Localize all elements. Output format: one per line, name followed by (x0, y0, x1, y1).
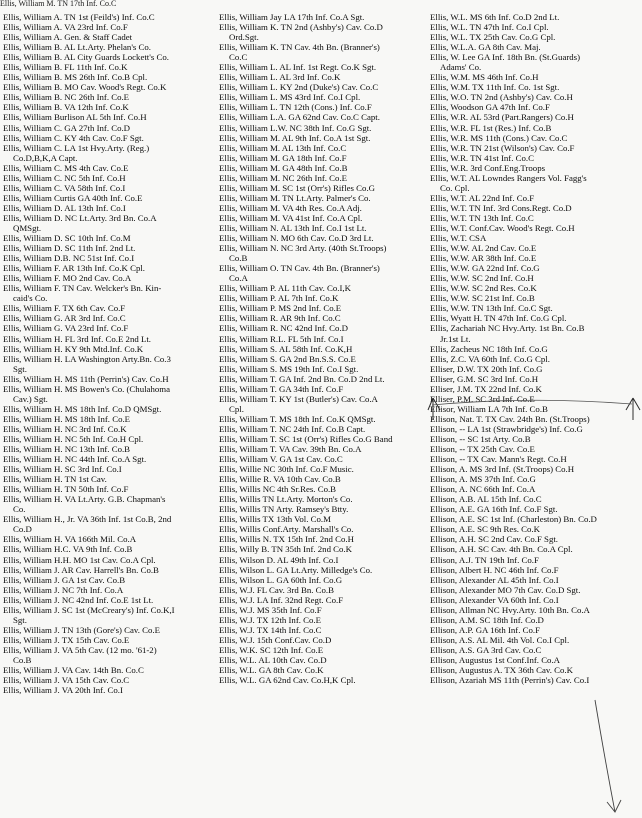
roster-entry: Ellis, William N. MO 6th Cav. Co.D 3rd Lt. (219, 233, 374, 244)
roster-entry: Ellis, William M. AL 9th Inf. Co.A 1st Sgt. (219, 132, 371, 143)
roster-entry: Ellis, William R.L. FL 5th Inf. Co.I (219, 333, 344, 344)
roster-entry: Ellis, Willie NC 30th Inf. Co.F Music. (219, 464, 354, 475)
roster-entry: Ellis, William N. AL 13th Inf. Co.I 1st Lt. (219, 222, 367, 233)
roster-entry: Ellis, William H. KY 9th Mtd.Inf. Co.K (3, 343, 144, 354)
roster-entry: Ellison, A. MS 37th Inf. Co.G (430, 474, 536, 485)
roster-entry: Ellison, A.E. GA 16th Inf. Co.F Sgt. (430, 504, 558, 515)
roster-entry: Ellis, William P. MS 2nd Inf. Co.E (219, 303, 342, 314)
roster-entry: Ellis, W.W. SC 21st Inf. Co.B (430, 293, 535, 304)
roster-entry: Co.C (229, 52, 248, 63)
roster-entry: Ellis, Willy B. TN 35th Inf. 2nd Co.K (219, 544, 352, 555)
roster-entry: Ellison, A.S. AL Mil. 4th Vol. Co.I Cpl. (430, 634, 570, 645)
roster-entry: Ellis, William L. KY 2nd (Duke's) Cav. Co.C (219, 82, 379, 93)
roster-entry: Ellis, William M. GA 48th Inf. Co.B (219, 162, 348, 173)
roster-entry: Ellis, W.T. TN Inf. 3rd Cons.Regt. Co.D (430, 202, 572, 213)
roster-entry: Cav.) Sgt. (13, 393, 48, 404)
roster-entry: Ellis, William M. TN Lt.Arty. Palmer's Co. (219, 192, 371, 203)
roster-entry: Ellis, William J. VA 20th Inf. Co.I (3, 685, 123, 696)
column-2 (219, 12, 427, 685)
roster-entry: Ellis, Zachariah NC Hvy.Arty. 1st Bn. Co.B (430, 323, 585, 334)
roster-entry: Ellis, William H. NC 13th Inf. Co.B (3, 444, 131, 455)
roster-entry: Ellison, A.H. SC 2nd Cav. Co.F Sgt. (430, 534, 558, 545)
roster-entry: Ellison, A.B. AL 15th Inf. Co.C (430, 494, 542, 505)
roster-entry: Ellis, W.T. AL 22nd Inf. Co.F (430, 192, 535, 203)
roster-entry: Ellis, W.W. AR 38th Inf. Co.E (430, 253, 537, 264)
roster-entry: Ellis, William M. NC 26th Inf. Co.E (219, 172, 348, 183)
roster-entry: Ellis, William P. AL 11th Cav. Co.I,K (219, 283, 351, 294)
roster-entry: Sgt. (13, 614, 27, 625)
roster-entry: Co. (13, 504, 26, 515)
roster-entry: Ellis, William C. KY 4th Cav. Co.F Sgt. (3, 132, 144, 143)
roster-entry: Ellis, William F. TN Cav. Welcker's Bn. Kin- (3, 283, 162, 294)
roster-entry: Ellis, William H. MS Bowen's Co. (Chulahoma (3, 383, 170, 394)
column-3 (430, 12, 640, 685)
roster-entry: Ellis, Wyatt H. TN 47th Inf. Co.G Cpl. (430, 313, 567, 324)
roster-entry: Ellis, William L. AL Inf. 1st Regt. Co.K Sgt. (219, 62, 377, 73)
roster-entry: Ellis, William H. TN 50th Inf. Co.F (3, 484, 129, 495)
roster-entry: Ellis, William H. TN 1st Cav. (3, 474, 107, 485)
roster-entry: Ellis, William T. SC 1st (Orr's) Rifles Co.G Band (219, 433, 393, 444)
roster-entry: Ellis, W.J. FL Cav. 3rd Bn. Co.B (219, 584, 334, 595)
roster-entry: Ellis, William Burlison AL 5th Inf. Co.H (3, 112, 147, 123)
roster-entry: Ellis, William L. AL 3rd Inf. Co.K (219, 72, 341, 83)
roster-entry: Ellis, Zacheus NC 18th Inf. Co.G (430, 343, 548, 354)
roster-entry: Ellis, W.L. GA 62nd Cav. Co.H,K Cpl. (219, 675, 356, 686)
roster-entry: Ellis, W.W. SC 2nd Inf. Co.H (430, 273, 534, 284)
roster-entry: Ellis, William Jay LA 17th Inf. Co.A Sgt. (219, 12, 365, 22)
roster-entry: Ellis, William H. NC 3rd Inf. Co.K (3, 423, 127, 434)
roster-entry: Ellis, W.W. SC 2nd Res. Co.K (430, 283, 537, 294)
roster-entry: Ellis, Wilson D. AL 49th Inf. Co.I (219, 554, 339, 565)
roster-entry: Ellis, William C. VA 58th Inf. Co.I (3, 182, 126, 193)
roster-entry: Cpl. (229, 403, 244, 414)
roster-entry: Ellis, William B. AL Lt.Arty. Phelan's Co. (3, 42, 152, 53)
roster-entry: Ellison, Alexander AL 45th Inf. Co.I (430, 574, 559, 585)
roster-entry: Ellis, William N. NC 3rd Arty. (40th St.Troops) (219, 243, 387, 254)
roster-entry: Ellis, William T. NC 24th Inf. Co.B Capt. (219, 423, 366, 434)
roster-entry: Ellis, William B. VA 12th Inf. Co.K (3, 102, 129, 113)
roster-entry: Ellis, William H. NC 5th Inf. Co.H Cpl. (3, 433, 144, 444)
roster-entry: Ellis, William A. VA 23rd Inf. Co.F (3, 22, 128, 33)
roster-entry: Ellisor, William LA 7th Inf. Co.B (430, 403, 548, 414)
roster-entry: Ellis, W.L. TX 25th Cav. Co.G Cpl. (430, 32, 556, 43)
roster-entry: Ellis, William P. AL 7th Inf. Co.K (219, 293, 339, 304)
pen-stroke-bottom (595, 700, 615, 812)
roster-entry: Ellis, W.T. TN 13th Inf. Co.C (430, 212, 534, 223)
roster-entry: Ellis, W.R. AL 53rd (Part.Rangers) Co.H (430, 112, 574, 123)
roster-entry: Ellis, Willis N. TX 15th Inf. 2nd Co.H (219, 534, 354, 545)
roster-entry: Ellis, William H. VA 166th Mil. Co.A (3, 534, 137, 545)
roster-entry: Ellis, William H. MS 18th Inf. Co.D QMSgt. (3, 403, 162, 414)
roster-entry: Ellison, -- TX 25th Cav. Co.E (430, 444, 535, 455)
roster-entry: Ellis, W.R. MS 11th (Cons.) Cav. Co.C (430, 132, 568, 143)
roster-entry: Ellis, W.L.A. GA 8th Cav. Maj. (430, 42, 541, 53)
roster-entry: Ellis, Willis NC 4th Sr.Res. Co.B (219, 484, 337, 495)
roster-entry: Ellis, William J. VA 5th Cav. (12 mo. '61-2) (3, 644, 157, 655)
roster-entry: Ellis, William M. SC 1st (Orr's) Rifles Co.G (219, 182, 375, 193)
roster-entry: Ellis, William S. MS 19th Inf. Co.I Sgt. (219, 363, 359, 374)
roster-entry: Co. Cpl. (440, 182, 470, 193)
roster-entry: Ellis, William Curtis GA 40th Inf. Co.E (3, 192, 143, 203)
roster-entry: Ellis, Willie R. VA 10th Cav. Co.B (219, 474, 341, 485)
roster-entry: Ellis, W.M. TX 11th Inf. Co. 1st Sgt. (430, 82, 560, 93)
roster-entry: Ellis, Willis Conf.Arty. Marshall's Co. (219, 524, 354, 535)
column-1 (3, 12, 215, 695)
roster-entry: Ellison, Augustus 1st Conf.Inf. Co.A (430, 655, 561, 665)
roster-entry: Ellis, William R. AR 9th Inf. Co.C (219, 313, 341, 324)
roster-entry: Ellis, William F. AR 13th Inf. Co.K Cpl. (3, 263, 145, 274)
roster-entry: Ellis, Willis TN Arty. Ramsey's Btty. (219, 504, 349, 515)
roster-entry: Ellis, William H.H. MO 1st Cav. Co.A Cpl. (3, 554, 156, 565)
roster-entry: Ellis, William H. MS 18th Inf. Co.E (3, 413, 131, 424)
roster-entry: Ellis, William J. NC 42nd Inf. Co.E 1st Lt. (3, 594, 154, 605)
roster-entry: Ellis, William T. VA Cav. 39th Bn. Co.A (219, 444, 362, 455)
roster-entry: Co.B (229, 253, 248, 264)
roster-entry: Ellis, W.T. CSA (430, 233, 487, 244)
roster-entry: Ellis, William J. TN 13th (Gore's) Cav. Co.E (3, 624, 160, 635)
roster-entry: Ellison, Alexander VA 60th Inf. Co.I (430, 594, 559, 605)
roster-entry: Ellis, William A. TN 1st (Feild's) Inf. Co.C (3, 12, 155, 22)
roster-entry: Ellis, William B. AL City Guards Lockett's Co. (3, 52, 169, 63)
roster-entry: Ellison, Azariah MS 11th (Perrin's) Cav. Co.I (430, 675, 590, 686)
roster-entry: QMSgt. (13, 222, 42, 233)
roster-entry: Elliser, D.W. TX 20th Inf. Co.G (430, 363, 543, 374)
roster-entry: Ellis, William A. Gen. & Staff Cadet (3, 32, 133, 43)
roster-entry: Ellis, William H. FL 3rd Inf. Co.E 2nd Lt. (3, 333, 151, 344)
roster-entry: Ellis, W.R. 3rd Conf.Eng.Troops (430, 162, 546, 173)
roster-entry: Ellis, Woodson GA 47th Inf. Co.F (430, 102, 550, 113)
roster-entry: Ellis, W.T. AL Lowndes Rangers Vol. Fagg's (430, 172, 587, 183)
roster-entry: Ellis, William B. MO Cav. Wood's Regt. Co.K (3, 82, 167, 93)
roster-entry: Ellison, A. NC 66th Inf. Co.A (430, 484, 536, 495)
top-cut-line: Ellis, William M. TN 17th Inf. Co.C (0, 0, 117, 8)
roster-entry: Ellison, A.P. GA 16th Inf. Co.F (430, 624, 540, 635)
roster-entry: caid's Co. (13, 293, 48, 304)
roster-entry: Ellis, William J. TX 15th Cav. Co.E (3, 634, 130, 645)
roster-entry: Ellis, William B. FL 11th Inf. Co.K (3, 62, 128, 73)
roster-entry: Ellis, William D. SC 10th Inf. Co.M (3, 233, 131, 244)
roster-entry: Ellison, Alexander MO 7th Cav. Co.D Sgt. (430, 584, 581, 595)
roster-entry: Ellis, W.J. TX 12th Inf. Co.E (219, 614, 321, 625)
roster-entry: Ellis, William C. NC 5th Inf. Co.H (3, 172, 126, 183)
roster-entry: Ellison, A. MS 3rd Inf. (St.Troops) Co.H (430, 464, 575, 475)
roster-entry: Ellis, William B. NC 26th Inf. Co.E (3, 92, 130, 103)
roster-entry: Ellis, W.W. TN 13th Inf. Co.C Sgt. (430, 303, 553, 314)
roster-entry: Ellis, W.R. TN 41st Inf. Co.C (430, 152, 534, 163)
roster-entry: Ellis, William B. MS 26th Inf. Co.B Cpl. (3, 72, 148, 83)
roster-entry: Ellison, A.E. SC 9th Res. Co.K (430, 524, 540, 535)
roster-entry: Ellison, -- LA 1st (Strawbridge's) Inf. Co.G (430, 423, 583, 434)
roster-entry: Co.D (13, 524, 32, 535)
roster-entry: Ellis, William J. AR Cav. Harrell's Bn. Co.B (3, 564, 159, 575)
roster-entry: Ellis, William L.A. GA 62nd Cav. Co.C Capt. (219, 112, 380, 123)
roster-entry: Ellis, William H. SC 3rd Inf. Co.I (3, 464, 122, 475)
roster-entry: Ellis, Z.C. VA 60th Inf. Co.G Cpl. (430, 353, 550, 364)
roster-entry: Ellison, A.J. TN 19th Inf. Co.F (430, 554, 539, 565)
roster-entry: Ellis, W.J. LA Inf. 32nd Regt. Co.F (219, 594, 344, 605)
roster-entry: Co.D,B,K,A Capt. (13, 152, 78, 163)
roster-entry: Ellis, William J. VA 15th Cav. Co.C (3, 675, 130, 686)
roster-entry: Ellis, W.L. GA 8th Cav. Co.K (219, 665, 324, 676)
roster-entry: Ellis, Willis TN Lt.Arty. Morton's Co. (219, 494, 353, 505)
roster-entry: Ellis, William H. NC 44th Inf. Co.A Sgt. (3, 454, 147, 465)
roster-entry: Ellis, William D. AL 13th Inf. Co.I (3, 202, 126, 213)
pen-arrow-down (607, 800, 621, 812)
roster-entry: Ellis, W.T. Conf.Cav. Wood's Regt. Co.H (430, 222, 575, 233)
roster-entry: Ellison, A.E. SC 1st Inf. (Charleston) Bn. Co.D (430, 514, 597, 525)
roster-entry: Ellis, William F. TX 6th Cav. Co.F (3, 303, 126, 314)
roster-entry: Ellis, William R. NC 42nd Inf. Co.D (219, 323, 348, 334)
roster-entry: Adams' Co. (440, 62, 482, 73)
roster-entry: Ellison, Augustus A. TX 36th Cav. Co.K (430, 665, 573, 676)
roster-entry: Co.B (13, 655, 32, 665)
roster-entry: Ellis, William J. NC 7th Inf. Co.A (3, 584, 124, 595)
roster-entry: Ellis, William H., Jr. VA 36th Inf. 1st Co.B, 2nd (3, 514, 172, 525)
roster-entry: Ellison, -- TX Cav. Mann's Regt. Co.H (430, 454, 567, 465)
roster-entry: Ellis, William V. GA 1st Cav. Co.C (219, 454, 343, 465)
roster-entry: Ellis, William L. TN 12th (Cons.) Inf. Co.F (219, 102, 372, 113)
roster-entry: Ellis, William D. NC Lt.Arty. 3rd Bn. Co.A (3, 212, 157, 223)
roster-entry: Ellis, Wilson L. GA Lt.Arty. Milledge's Co. (219, 564, 373, 575)
roster-entry: Ellis, W.J. 15th Conf.Cav. Co.D (219, 634, 332, 645)
roster-entry: Ellis, William L.W. NC 38th Inf. Co.G Sgt. (219, 122, 372, 133)
roster-entry: Ellis, William O. TN Cav. 4th Bn. (Branner's) (219, 263, 380, 274)
roster-entry: Ord.Sgt. (229, 32, 259, 43)
roster-entry: Ellis, William T. GA 34th Inf. Co.F (219, 383, 344, 394)
roster-entry: Ellis, William S. AL 58th Inf. Co.K,H (219, 343, 353, 354)
roster-entry: Ellis, William K. TN Cav. 4th Bn. (Branner's) (219, 42, 380, 53)
roster-entry: Ellis, William S. GA 2nd Bn.S.S. Co.E (219, 353, 356, 364)
roster-entry: Ellis, W.L. AL 10th Cav. Co.D (219, 655, 327, 665)
roster-entry: Ellis, Wilson L. GA 60th Inf. Co.G (219, 574, 343, 585)
roster-entry: Ellis, William H.C. VA 9th Inf. Co.B (3, 544, 133, 555)
roster-entry: Ellis, William G. AR 3rd Inf. Co.C (3, 313, 126, 324)
roster-entry: Ellis, William K. TN 2nd (Ashby's) Cav. Co.D (219, 22, 383, 33)
roster-entry: Ellis, W.R. FL 1st (Res.) Inf. Co.B (430, 122, 552, 133)
roster-entry: Ellis, W.O. TN 2nd (Ashby's) Cav. Co.H (430, 92, 573, 103)
roster-entry: Ellis, William C. MS 4th Cav. Co.E (3, 162, 129, 173)
roster-entry: Elliser, G.M. SC 3rd Inf. Co.H (430, 373, 539, 384)
roster-entry: Ellis, William C. LA 1st Hvy.Arty. (Reg.) (3, 142, 150, 153)
roster-entry: Ellis, W.J. MS 35th Inf. Co.F (219, 604, 322, 615)
roster-entry: Ellis, William T. MS 18th Inf. Co.K QMSgt. (219, 413, 376, 424)
roster-entry: Ellis, William M. VA 4th Res. Co.A Adj. (219, 202, 362, 213)
roster-entry: Ellison, A.S. GA 3rd Cav. Co.C (430, 644, 542, 655)
roster-entry: Ellis, W.R. TN 21st (Wilson's) Cav. Co.F (430, 142, 575, 153)
roster-entry: Ellison, Allman NC Hvy.Arty. 10th Bn. Co.A (430, 604, 590, 615)
roster-entry: Ellison, -- SC 1st Arty. Co.B (430, 433, 531, 444)
roster-entry: Ellis, William H. LA Washington Arty.Bn. Co.3 (3, 353, 171, 364)
roster-entry: Ellis, William J. GA 1st Cav. Co.B (3, 574, 126, 585)
roster-entry: Ellis, William F. MO 2nd Cav. Co.A (3, 273, 132, 284)
roster-entry: Ellis, W.K. SC 12th Inf. Co.E (219, 644, 324, 655)
roster-entry: Ellis, William D.B. NC 51st Inf. Co.I (3, 253, 135, 264)
roster-entry: Ellis, William J. VA Cav. 14th Bn. Co.C (3, 665, 144, 676)
roster-entry: Ellis, William H. MS 11th (Perrin's) Cav. Co.H (3, 373, 169, 384)
roster-entry: Ellis, W. Lee GA Inf. 18th Bn. (St.Guards) (430, 52, 581, 63)
roster-entry: Ellis, William L. MS 43rd Inf. Co.I Cpl. (219, 92, 361, 103)
roster-entry: Elliser, J.M. TX 22nd Inf. Co.K (430, 383, 542, 394)
roster-entry: Ellis, William M. AL 13th Inf. Co.C (219, 142, 347, 153)
roster-entry: Ellis, William H. VA Lt.Arty. G.B. Chapman's (3, 494, 166, 505)
roster-entry: Ellison, A.M. SC 18th Inf. Co.D (430, 614, 544, 625)
roster-entry: Ellis, William T. GA Inf. 2nd Bn. Co.D 2nd Lt. (219, 373, 385, 384)
roster-entry: Ellison, Nat. T. TX Cav. 24th Bn. (St.Troops) (430, 413, 590, 424)
roster-entry: Ellis, Willis TX 13th Vol. Co.M (219, 514, 331, 525)
roster-entry: Co.A (229, 273, 248, 284)
roster-entry: Ellis, William D. SC 11th Inf. 2nd Lt. (3, 243, 136, 254)
roster-entry: Elliser, P.M. SC 3rd Inf. Co.E (430, 393, 535, 404)
roster-entry: Ellison, Albert H. NC 46th Inf. Co.F (430, 564, 559, 575)
roster-entry: Ellis, William M. GA 18th Inf. Co.F (219, 152, 347, 163)
roster-entry: Ellis, William J. SC 1st (McCreary's) Inf. Co.K,I (3, 604, 175, 615)
roster-entry: Ellis, W.L. MS 6th Inf. Co.D 2nd Lt. (430, 12, 560, 22)
roster-entry: Ellis, W.L. TN 47th Inf. Co.I Cpl. (430, 22, 549, 33)
roster-entry: Ellis, William C. GA 27th Inf. Co.D (3, 122, 131, 133)
roster-entry: Jr.1st Lt. (440, 333, 471, 344)
roster-entry: Ellis, W.M. MS 46th Inf. Co.H (430, 72, 539, 83)
roster-entry: Ellis, W.J. TX 14th Inf. Co.C (219, 624, 322, 635)
roster-entry: Ellis, William T. KY 1st (Butler's) Cav. Co.A (219, 393, 378, 404)
roster-entry: Ellis, William M. VA 41st Inf. Co.A Cpl. (219, 212, 363, 223)
roster-entry: Ellis, W.W. AL 2nd Cav. Co.E (430, 243, 537, 254)
roster-entry: Sgt. (13, 363, 27, 374)
roster-entry: Ellis, W.W. GA 22nd Inf. Co.G (430, 263, 540, 274)
roster-entry: Ellison, A.H. SC Cav. 4th Bn. Co.A Cpl. (430, 544, 573, 555)
roster-entry: Ellis, William G. VA 23rd Inf. Co.F (3, 323, 129, 334)
